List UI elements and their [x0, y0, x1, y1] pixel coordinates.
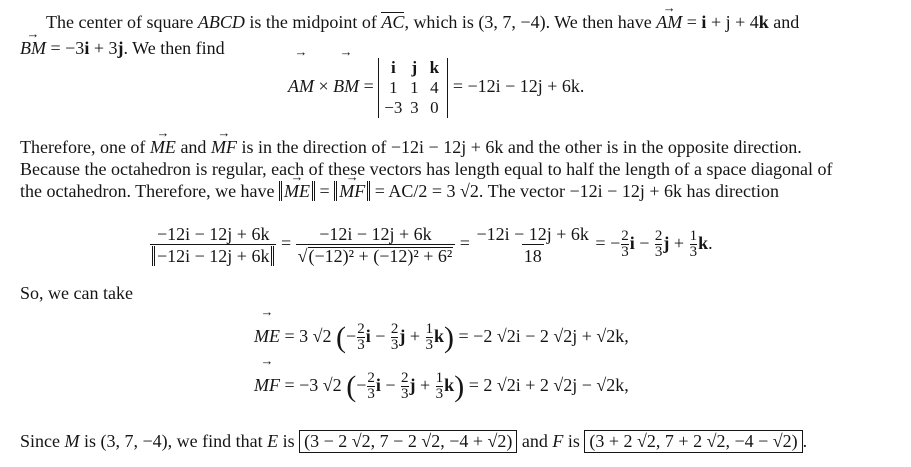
- determinant: [378, 58, 448, 118]
- me-result: = −2 √2i − 2 √2j + √2k,: [454, 326, 629, 346]
- small-fraction: $\frac{2}{3}$: [367, 370, 375, 403]
- paragraph-line-6: [20, 283, 133, 303]
- vector-bm: BM →: [20, 38, 46, 58]
- text: = 3 √2: [280, 326, 337, 346]
- vector-mf: MF →: [211, 137, 237, 157]
- fraction-2: [296, 224, 456, 266]
- small-fraction: $\frac{1}{3}$: [689, 228, 698, 261]
- answer-box-f: (3 + 2 √2, 7 + 2 √2, −4 − √2): [584, 430, 802, 453]
- vector-mf: MF →: [339, 181, 365, 201]
- small-fraction: $\frac{1}{3}$: [435, 370, 444, 403]
- fraction-denominator: 18: [523, 245, 542, 266]
- small-fraction: $\frac{2}{3}$: [401, 370, 409, 403]
- text: =: [682, 12, 702, 32]
- vector-bm: BM →: [333, 56, 359, 116]
- text: the octahedron. Therefore, we have: [20, 181, 280, 201]
- paragraph-line-1: [46, 12, 799, 32]
- vector-me: ME →: [150, 137, 176, 157]
- small-fraction: $\frac{2}{3}$: [357, 321, 365, 354]
- paragraph-line-4: [20, 159, 832, 179]
- small-fraction: $\frac{2}{3}$: [621, 228, 629, 261]
- text: and: [768, 12, 800, 32]
- vector-mf: MF →: [254, 365, 280, 405]
- text: =: [315, 181, 335, 201]
- text: is: [278, 431, 300, 451]
- norm-mf: [334, 181, 370, 201]
- text: and: [517, 431, 553, 451]
- radicand: (−12)² + (−12)² + 6²: [308, 245, 453, 266]
- det-cell: j: [411, 57, 418, 77]
- point-m: M: [64, 431, 80, 451]
- unit-j: j: [117, 38, 124, 58]
- me-equation: ME → = 3 √2 (− $\frac{2}{3}$ i − $\frac{2}{3}$ j + $\frac{1}{3}$ k) = −2 √2i − 2 √2j + √2k,: [254, 316, 629, 356]
- mf-result: = 2 √2i + 2 √2j − √2k,: [464, 375, 629, 395]
- det-cell: 4: [430, 77, 439, 97]
- vector-am: AM →: [656, 12, 682, 32]
- text: . We then find: [123, 38, 225, 58]
- text: , which is (3, 7, −4). We then have: [404, 12, 657, 32]
- text: =: [276, 233, 296, 253]
- det-cell: 3: [410, 97, 419, 117]
- det-cell: 1: [389, 77, 398, 97]
- text: The center of square: [46, 12, 198, 32]
- text: + 3: [89, 38, 118, 58]
- fraction-numerator: −12i − 12j + 6k: [476, 223, 589, 244]
- cross-result: = −12i − 12j + 6k.: [448, 76, 585, 96]
- sqrt-sign: √: [297, 245, 308, 266]
- det-cell: −3: [384, 97, 403, 117]
- text: is: [563, 431, 585, 451]
- text: is (3, 7, −4), we find that: [79, 431, 268, 451]
- text: is in the direction of −12i − 12j + 6k and the other is in the opposite direction.: [236, 137, 802, 157]
- paragraph-line-5: [20, 181, 779, 201]
- det-cell: k: [429, 57, 440, 77]
- text: Therefore, one of: [20, 137, 150, 157]
- text: Since: [20, 431, 65, 451]
- unit-k: k: [758, 12, 769, 32]
- det-cell: i: [390, 57, 396, 77]
- text: Because the octahedron is regular, each of these vectors has length equal to half the length of a space diagonal of: [20, 159, 833, 179]
- det-cell: 0: [430, 97, 439, 117]
- paragraph-line-2: [20, 38, 225, 58]
- vector-me: ME →: [284, 181, 310, 201]
- small-fraction: $\frac{1}{3}$: [425, 321, 434, 354]
- text: =: [455, 233, 475, 253]
- point-f: F: [552, 431, 564, 451]
- det-cell: 1: [410, 77, 419, 97]
- paragraph-line-3: [20, 137, 802, 157]
- fraction-denominator: [296, 244, 456, 266]
- final-line: [20, 431, 807, 451]
- fraction-3: [474, 224, 590, 266]
- unit-i: i: [84, 38, 90, 58]
- text: = −3: [46, 38, 85, 58]
- vector-me: ME →: [254, 316, 280, 356]
- text: is the midpoint of: [244, 12, 382, 32]
- text: = −3 √2: [280, 375, 347, 395]
- unit-i: i: [701, 12, 707, 32]
- text: .: [802, 431, 808, 451]
- answer-box-e: (3 − 2 √2, 7 − 2 √2, −4 + √2): [299, 430, 517, 453]
- text: =: [359, 76, 379, 96]
- text: = −: [590, 233, 621, 253]
- fraction-1: [150, 224, 276, 266]
- norm-me: [279, 181, 315, 201]
- fraction-numerator: −12i − 12j + 6k: [157, 223, 270, 244]
- fraction-numerator: −12i − 12j + 6k: [319, 223, 432, 244]
- fraction-denominator: [150, 244, 276, 266]
- mf-equation: MF → = −3 √2 (− $\frac{2}{3}$ i − $\frac{2}{3}$ j + $\frac{1}{3}$ k) = 2 √2i + 2 √2j − √2k,: [254, 365, 629, 405]
- text: = AC/2 = 3 √2. The vector −12i − 12j + 6k has direction: [370, 181, 779, 201]
- text: ×: [314, 76, 334, 96]
- cross-product-equation: [288, 56, 584, 120]
- direction-equation: $\frac{-12i - 12j + 6k}{-12i - 12j + 6k}$ = $\frac{-12i - 12j + 6k}{\text{√(−12)² + (−12)² + 6²}}$ = $\frac{-12i - 12j + 6k}{18}$ = − $\frac{2}{3}$ i − $\frac{2}{3}$ j + $\frac{1}{3}$ k.: [150, 218, 713, 268]
- text: and: [175, 137, 211, 157]
- text: So, we can take: [20, 283, 133, 303]
- small-fraction: $\frac{2}{3}$: [654, 228, 663, 261]
- small-fraction: $\frac{2}{3}$: [390, 321, 399, 354]
- square-name: ABCD: [197, 12, 245, 32]
- point-e: E: [267, 431, 279, 451]
- vector-am: AM →: [288, 56, 314, 116]
- segment-ac: AC: [381, 12, 405, 32]
- norm-vector: −12i − 12j + 6k: [152, 246, 274, 266]
- text: + j + 4: [706, 12, 759, 32]
